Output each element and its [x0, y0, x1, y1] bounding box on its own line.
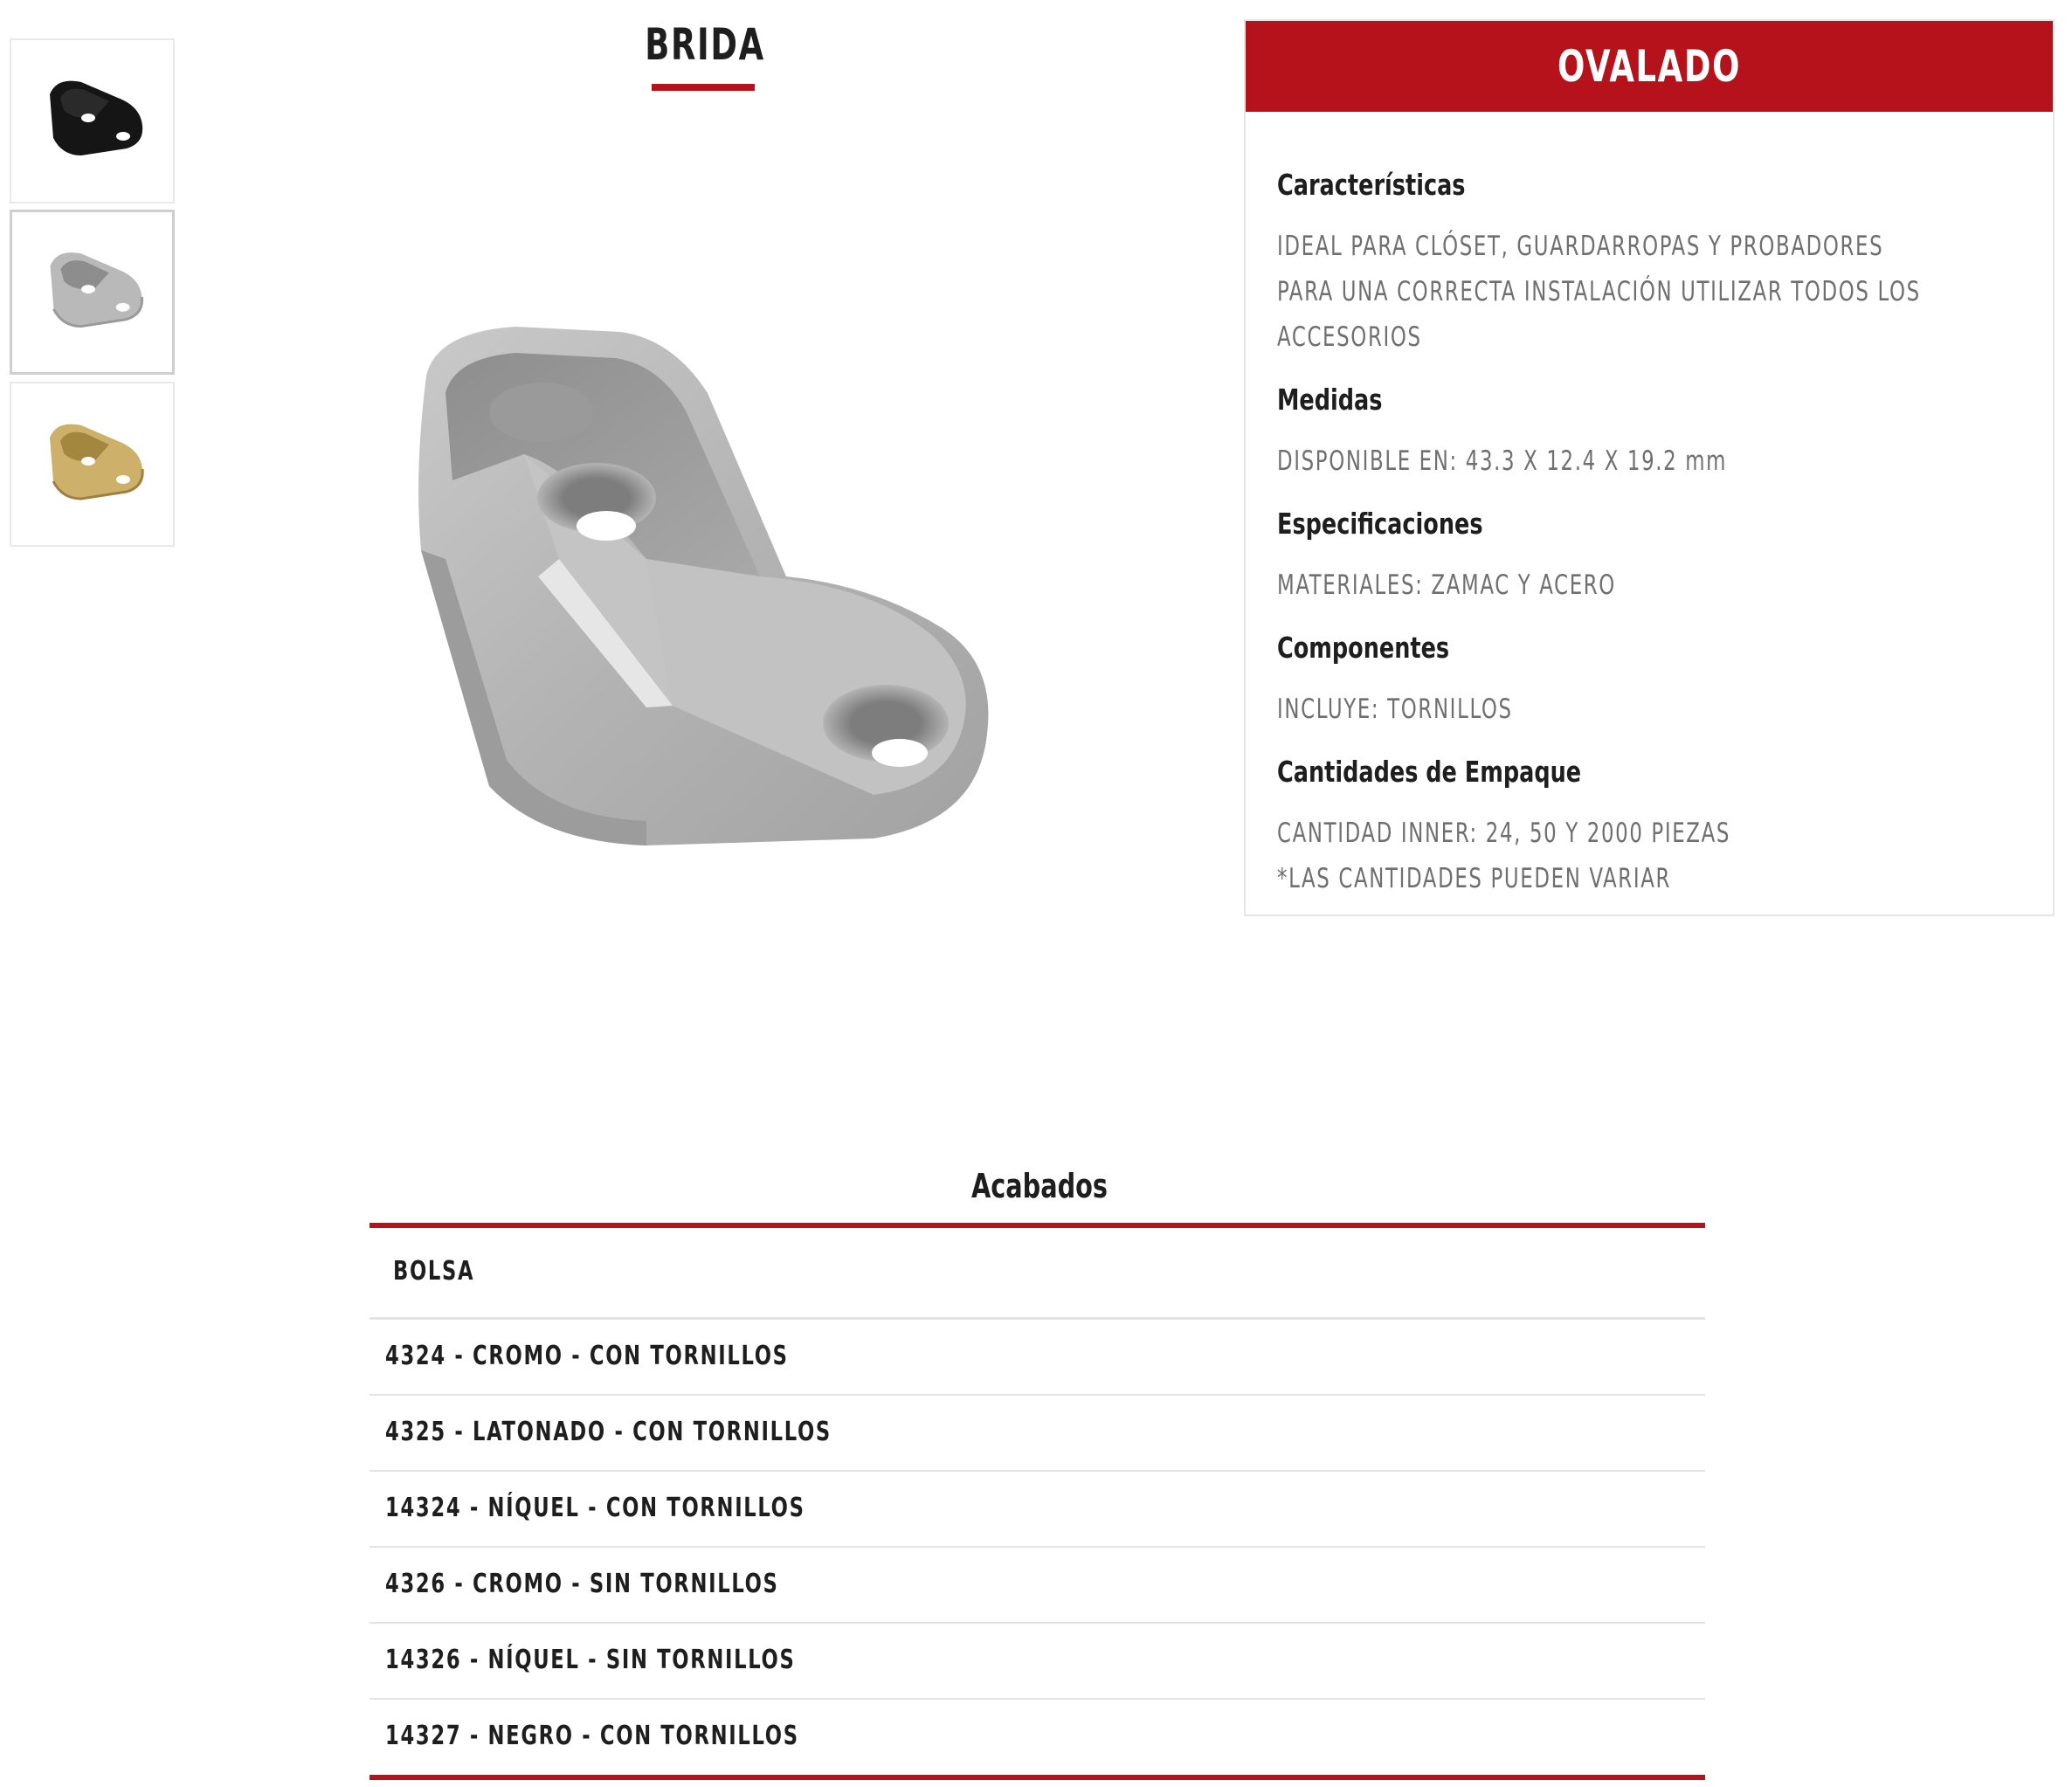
flange-silver-image: [12, 212, 172, 372]
empaque-line-1: CANTIDAD INNER: 24, 50 Y 2000 PIEZAS: [1277, 818, 1731, 849]
caracteristicas-heading: Características: [1277, 168, 1466, 202]
medidas-line-1: DISPONIBLE EN: 43.3 X 12.4 X 19.2 mm: [1277, 445, 1728, 477]
finishes-title: Acabados: [971, 1167, 1108, 1205]
variant-title: OVALADO: [1557, 41, 1742, 92]
empaque-heading: Cantidades de Empaque: [1277, 755, 1582, 789]
especificaciones-heading: Especificaciones: [1277, 507, 1483, 541]
spec-panel: [1244, 19, 2055, 916]
finish-row[interactable]: [370, 1548, 1705, 1624]
caracteristicas-line-3: ACCESORIOS: [1277, 321, 1422, 353]
finish-label: 14324 - NÍQUEL - CON TORNILLOS: [385, 1493, 805, 1523]
empaque-line-2: *LAS CANTIDADES PUEDEN VARIAR: [1277, 863, 1672, 894]
medidas-heading: Medidas: [1277, 383, 1383, 417]
componentes-line-1: INCLUYE: TORNILLOS: [1277, 693, 1513, 725]
thumbnail-brass[interactable]: [10, 382, 175, 547]
finish-label: 4324 - CROMO - CON TORNILLOS: [385, 1341, 789, 1371]
finish-row[interactable]: [370, 1700, 1705, 1776]
finish-label: 14326 - NÍQUEL - SIN TORNILLOS: [385, 1645, 796, 1675]
componentes-heading: Componentes: [1277, 631, 1450, 665]
product-title: BRIDA: [645, 19, 765, 70]
caracteristicas-line-1: IDEAL PARA CLÓSET, GUARDARROPAS Y PROBADORES: [1277, 231, 1884, 262]
finish-row[interactable]: [370, 1396, 1705, 1472]
especificaciones-line-1: MATERIALES: ZAMAC Y ACERO: [1277, 569, 1616, 601]
finish-row[interactable]: [370, 1472, 1705, 1548]
finish-label: 14327 - NEGRO - CON TORNILLOS: [385, 1721, 799, 1751]
flange-black-image: [11, 40, 173, 202]
finish-row[interactable]: [370, 1320, 1705, 1396]
flange-brass-image: [11, 383, 173, 545]
thumbnail-black[interactable]: [10, 38, 175, 204]
finish-label: 4325 - LATONADO - CON TORNILLOS: [385, 1417, 832, 1447]
finish-label: 4326 - CROMO - SIN TORNILLOS: [385, 1569, 779, 1599]
variant-header: [1246, 21, 2053, 112]
finishes-top-rule: [370, 1223, 1705, 1228]
finishes-bottom-rule: [370, 1775, 1705, 1780]
finishes-group-label: BOLSA: [393, 1256, 475, 1287]
main-product-image: [384, 297, 1013, 873]
caracteristicas-line-2: PARA UNA CORRECTA INSTALACIÓN UTILIZAR TODOS LOS: [1277, 276, 1921, 307]
finish-row[interactable]: [370, 1624, 1705, 1700]
title-underline: [652, 84, 755, 91]
thumbnail-silver[interactable]: [10, 210, 175, 375]
